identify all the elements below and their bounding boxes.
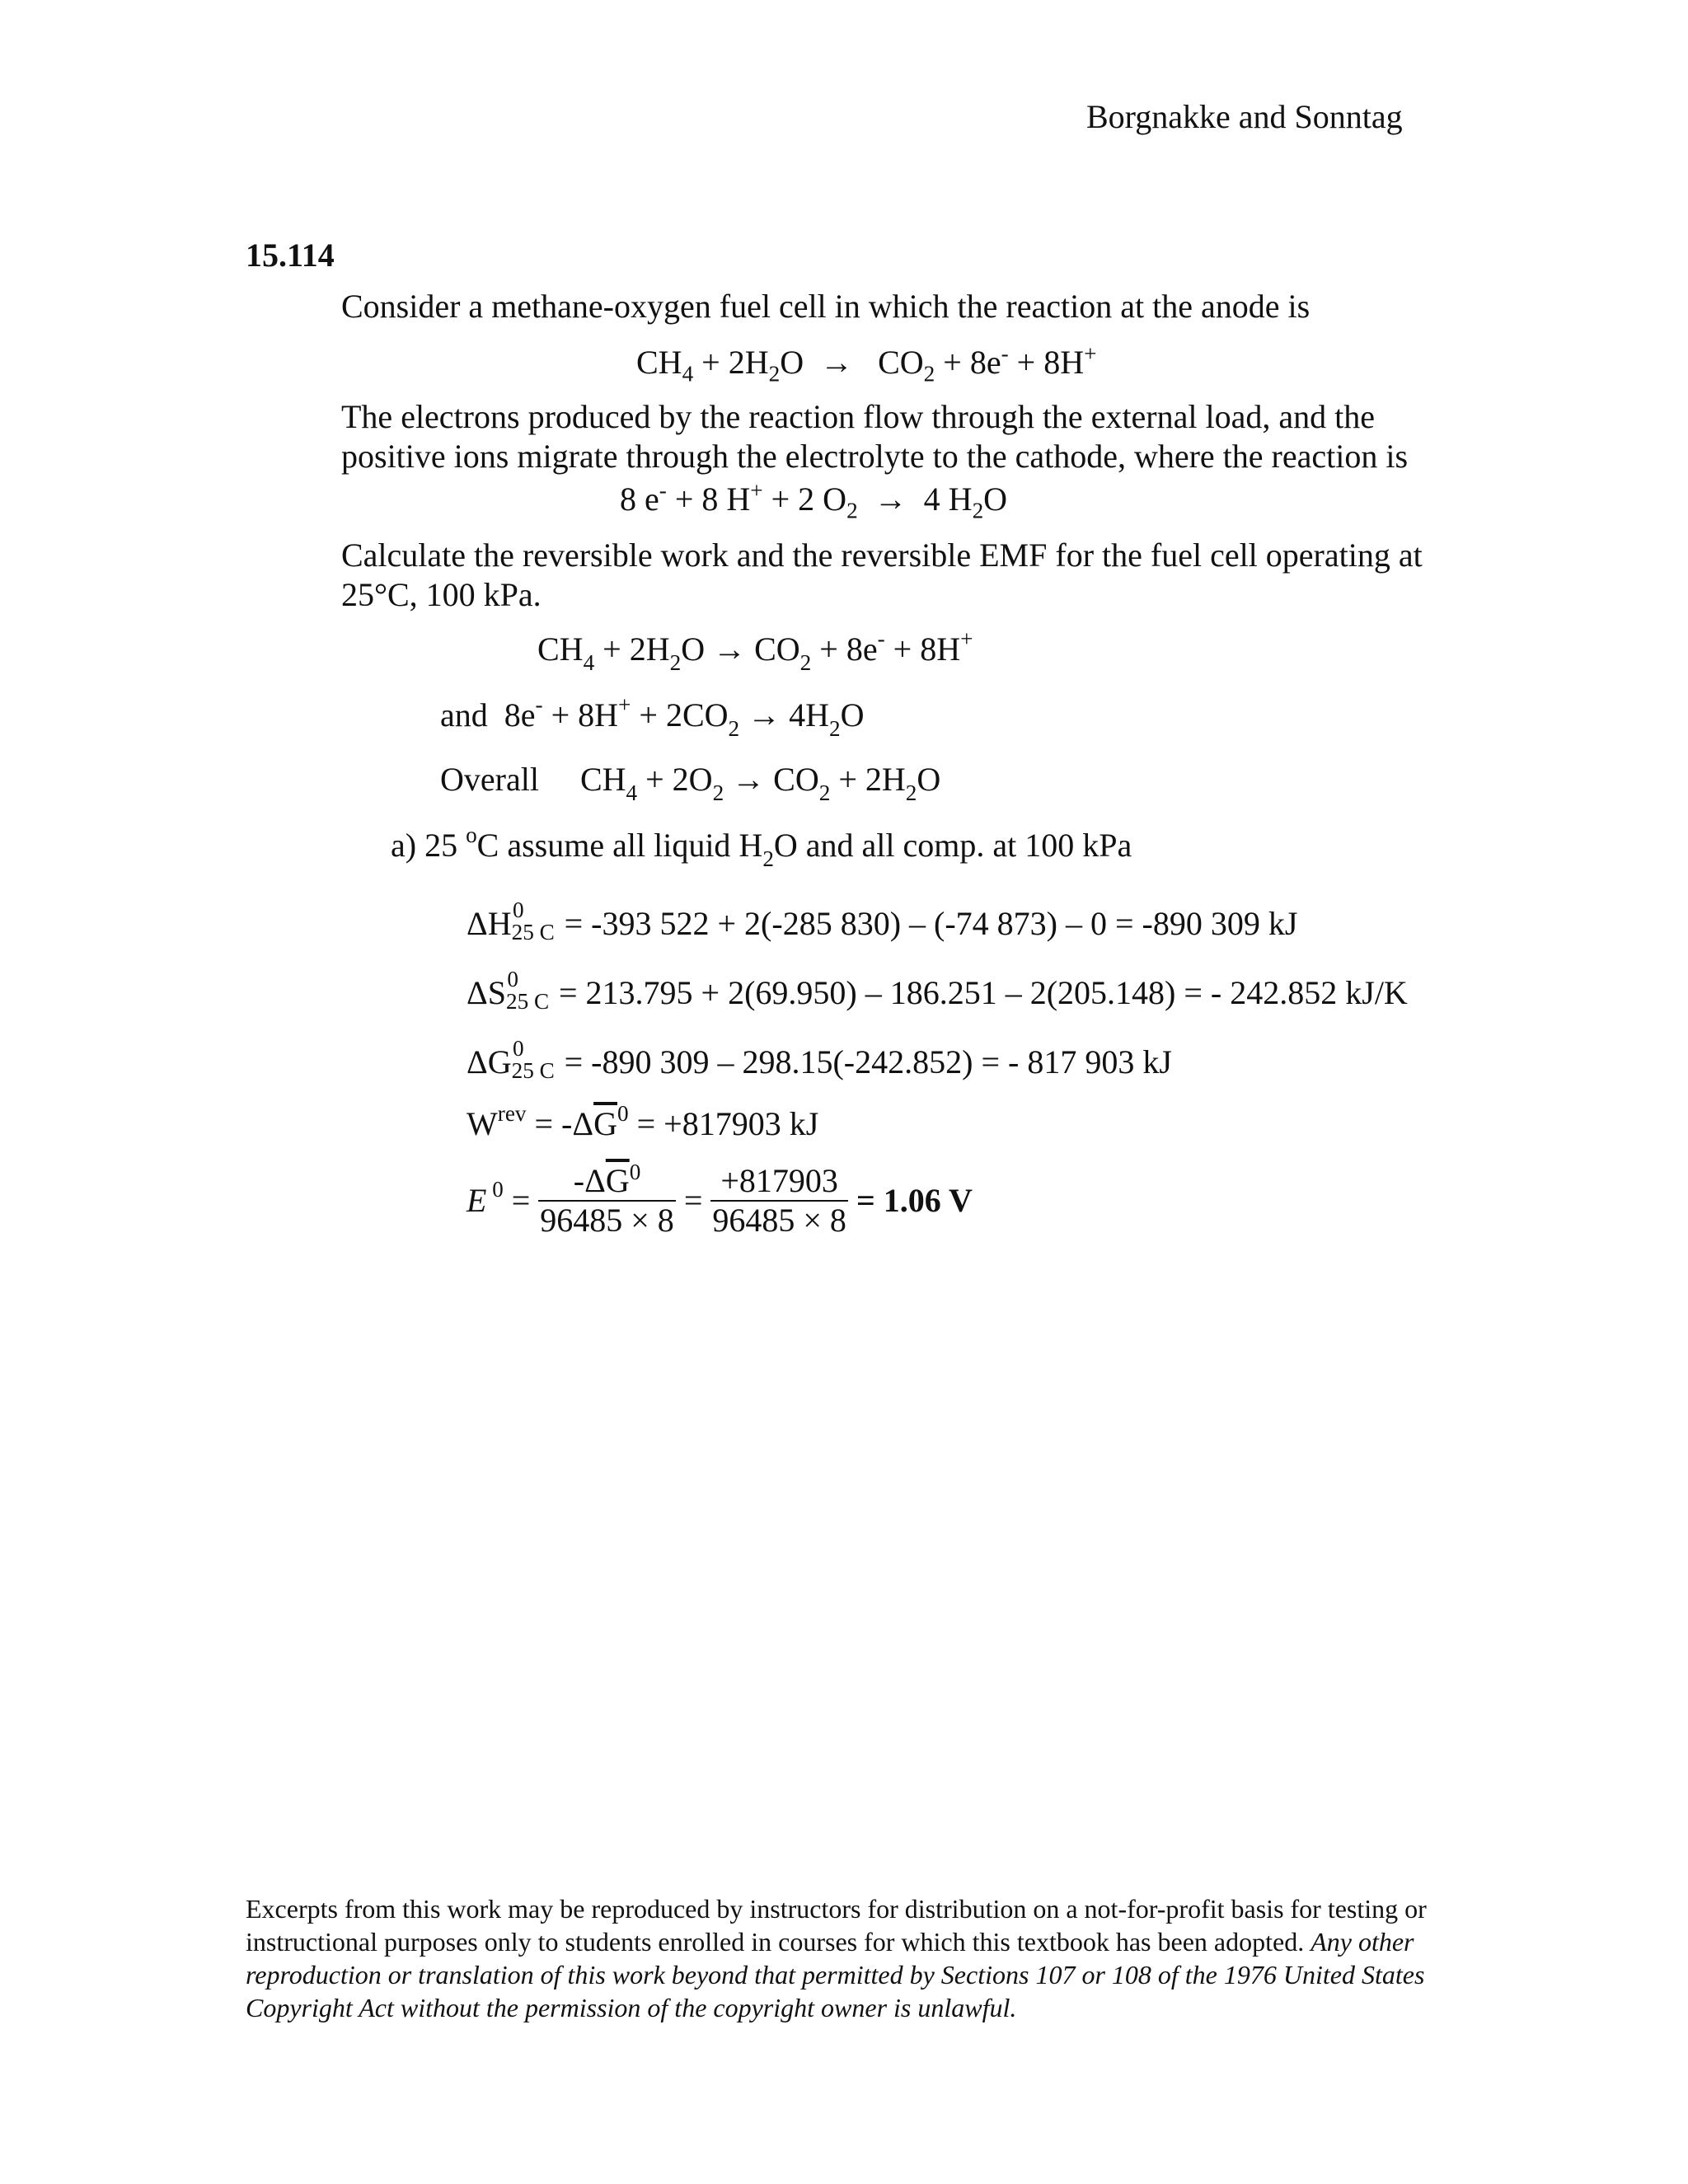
solution-overall-reaction: Overall $CH_4 + 2O_2 \to CO_2 + 2H_2O$ [440,761,941,806]
page-header-authors: Borgnakke and Sonntag [1086,98,1403,135]
emf-result: = 1.06 V [856,1182,973,1219]
footer-plain-text: Excerpts from this work may be reproduced by instructors for distribution on a not-for-profit basis for testing or instructional purposes only to students enrolled in courses for which this textbook has been adopted. [246,1894,1427,1957]
enthalpy-equation: ΔH 0 25 C = -393 522 + 2(-285 830) – (-74 873) – 0 = -890 309 kJ [467,897,1298,945]
problem-question: Calculate the reversible work and the reversible EMF for the fuel cell operating at 25°C, 100 kPa. [341,537,1423,613]
entropy-expression: = 213.795 + 2(69.950) – 186.251 – 2(205.148) = - 242.852 kJ/K [558,974,1408,1011]
solution-anode-reaction: $CH_4 + 2H_2O \to CO_2 + 8e^- + 8H^+$ [537,626,973,676]
problem-middle-text: The electrons produced by the reaction flow through the external load, and the positive ions migrate through the electrolyte to the cathode, where the reaction is [341,398,1409,475]
emf-fraction-1: $\frac{-\Delta\overline{G}^0}{96485 \times 8}$ [540,1160,674,1239]
part-a-statement: a) 25 $^o$C assume all liquid $H_2O$ and all comp. at 100 kPa [391,823,1132,872]
gibbs-expression: = -890 309 – 298.15(-242.852) = - 817 903 kJ [564,1043,1172,1080]
gibbs-equation: ΔG 0 25 C = -890 309 – 298.15(-242.852) = - 817 903 kJ [467,1035,1172,1084]
reversible-work-equation: $W^{rev} = -\Delta\overline{G}^0 = +817903$ kJ [467,1101,819,1142]
problem-number: 15.114 [246,237,335,274]
and-label: and [440,696,488,733]
enthalpy-expression: = -393 522 + 2(-285 830) – (-74 873) – 0 = -890 309 kJ [564,905,1298,942]
anode-reaction-equation: $CH_4 + 2H_2O \to CO_2 + 8e^- + 8H^+$ [636,341,1097,387]
emf-fraction-2: $\frac{+817903}{96485 \times 8}$ [712,1162,846,1239]
footer-italic-text: Any other reproduction or translation of this work beyond that permitted by Sections 107 or 108 of the 1976 United States Copyright Act without the permission of the copyright owner is unlawful. [246,1927,1425,2022]
solution-cathode-reaction: and $8e^- + 8H^+ + 2CO_2 \to 4H_2O$ [440,692,865,742]
entropy-equation: ΔS 0 25 C = 213.795 + 2(69.950) – 186.251 – 2(205.148) = - 242.852 kJ/K [467,966,1408,1015]
cathode-reaction-equation: 8 e- + 8 H+ + 2 $O_2 \to 4$ $H_2O$ [620,478,1008,523]
reversible-work-expression: = +817903 kJ [636,1105,819,1142]
overall-label: Overall [440,761,539,798]
copyright-footer [246,1892,1432,2024]
problem-intro: Consider a methane-oxygen fuel cell in which the reaction at the anode is [341,288,1311,325]
emf-equation: E $^0$ = $\frac{-\Delta\overline{G}^0}{96485 \times 8}$ = $\frac{+817903}{96485 \times 8}$ = 1.06 V [467,1160,973,1239]
